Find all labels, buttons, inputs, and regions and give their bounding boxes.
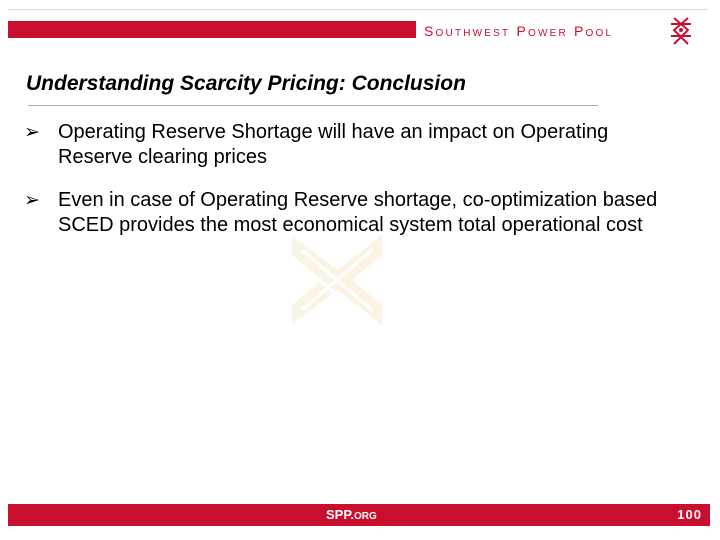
title-divider (28, 105, 598, 106)
brand-name: Southwest Power Pool (424, 23, 614, 39)
bullet-text: Operating Reserve Shortage will have an impact on Operating Reserve clearing prices (58, 121, 609, 168)
bullet-text: Even in case of Operating Reserve shortage, co-optimization based SCED provides the most economical system total operational cost (58, 189, 658, 236)
bullet-item (24, 188, 684, 238)
top-divider (8, 9, 708, 10)
footer-website (326, 504, 426, 526)
footer-site-suffix: ORG (353, 511, 377, 522)
footer-site-main: SPP. (326, 507, 354, 522)
page-number: 100 (677, 507, 702, 522)
arrow-bullet-icon: ➢ (24, 121, 40, 143)
bullet-list (24, 120, 684, 256)
spp-logo-icon (668, 14, 694, 48)
arrow-bullet-icon: ➢ (24, 189, 40, 211)
bullet-item (24, 120, 684, 170)
slide-title: Understanding Scarcity Pricing: Conclusion (26, 72, 466, 95)
